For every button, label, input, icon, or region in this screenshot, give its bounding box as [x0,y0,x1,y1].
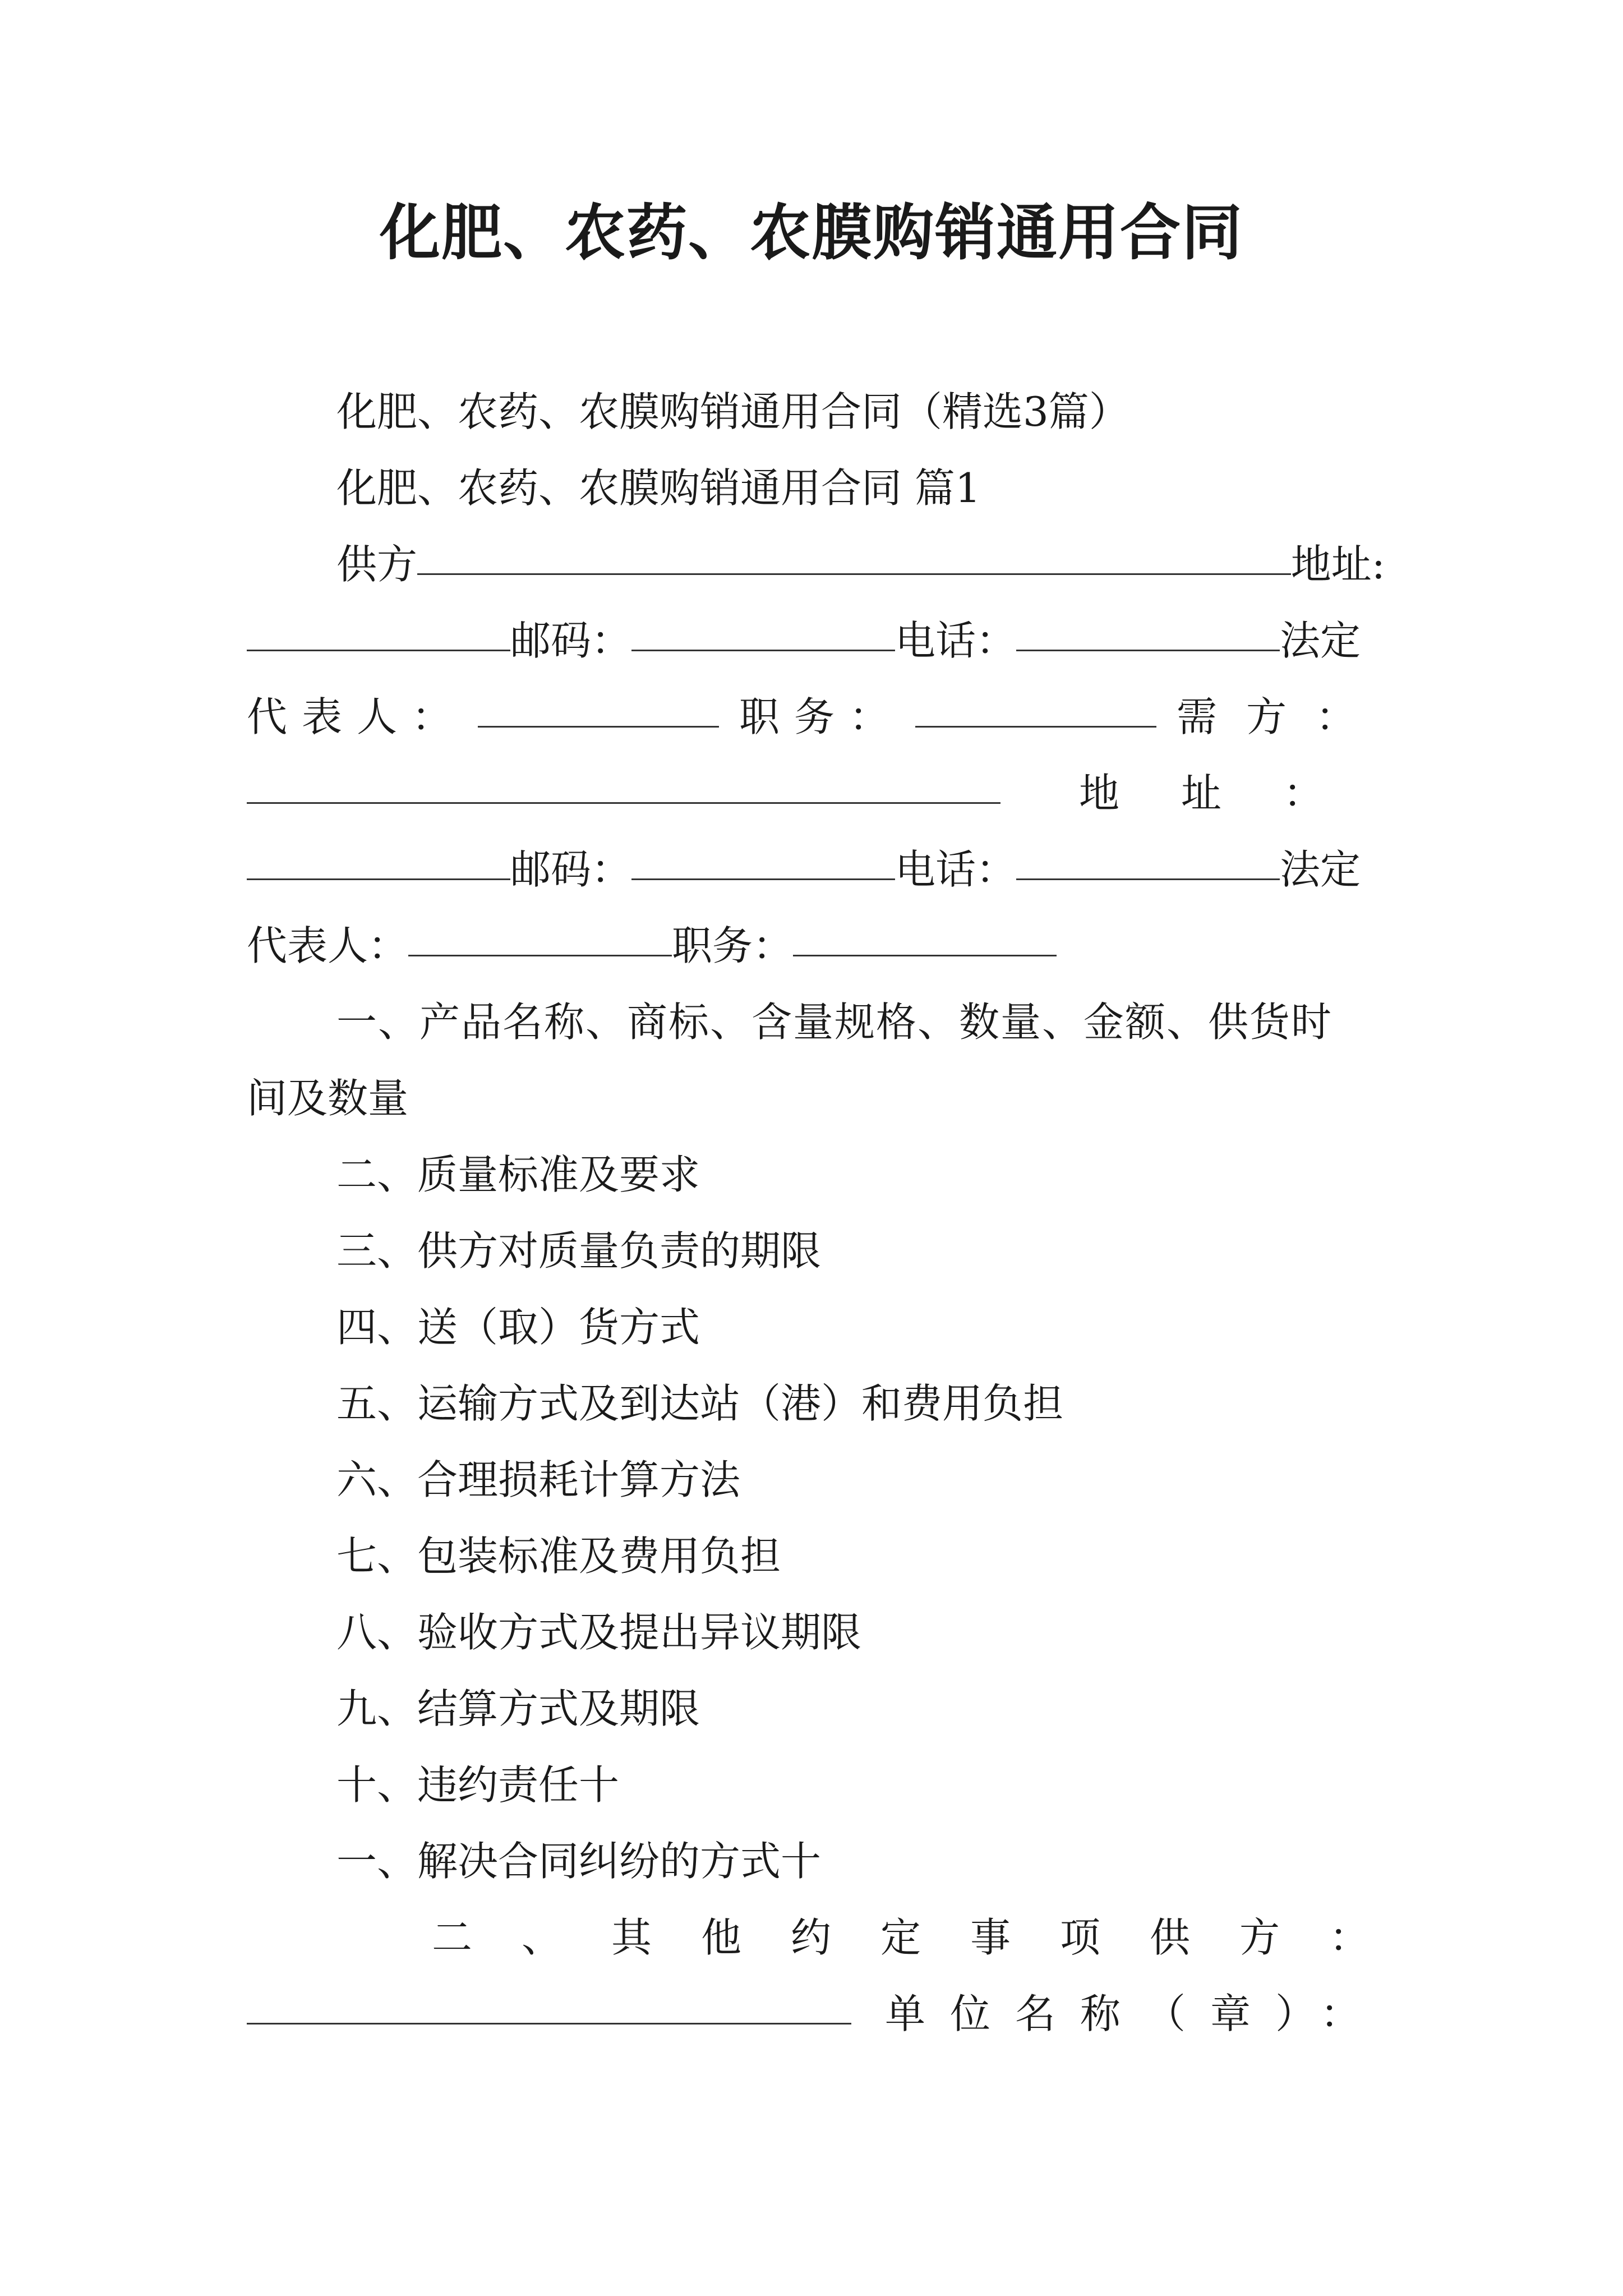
clause-9: 九、结算方式及期限 [336,1685,700,1732]
buyer-address-label: 地址： [1078,770,1385,817]
supplier-rep-blank [478,690,719,728]
buyer-postcode-label: 邮码： [510,846,632,893]
buyer-position-blank [793,919,1057,956]
clause-5: 五、运输方式及到达站（港）和费用负担 [336,1380,1064,1427]
supplier-postcode-blank [631,614,895,651]
document-subtitle: 化肥、农药、农膜购销通用合同（精选3篇） [336,388,1129,435]
supplier-legal-rep-label-a: 法定 [1280,617,1361,664]
buyer-rep-blank [408,919,672,956]
clause-7: 七、包装标准及费用负担 [336,1533,781,1580]
supplier-signature-blank [247,1987,851,2024]
clause-1-cont: 间及数量 [247,1075,409,1122]
clause-1: 一、产品名称、商标、含量规格、数量、金额、供货时 [336,999,1333,1046]
supplier-rep-line [247,679,1385,755]
clause-3: 三、供方对质量负责的期限 [336,1227,822,1274]
clause-4: 四、送（取）货方式 [336,1304,700,1351]
buyer-legal-rep-label-b: 代表人： [247,922,409,969]
buyer-postcode-blank [631,843,895,880]
buyer-phone-label: 电话： [895,846,1017,893]
buyer-position-label: 职务： [672,922,794,969]
unit-name-label: 单位名称（章）： [884,1990,1385,2037]
clause-12-other-matters: 二、其他约定事项供方： [432,1914,1419,1961]
clause-6: 六、合理损耗计算方法 [336,1456,741,1503]
buyer-line [247,755,1385,831]
signature-unit-line [247,1976,1385,2052]
supplier-label: 供方 [336,541,418,588]
clause-2: 二、质量标准及要求 [336,1151,700,1198]
supplier-contact-line [247,602,1385,679]
buyer-address-blank [247,843,510,880]
supplier-postcode-label: 邮码： [510,617,632,664]
supplier-address-label: 地址: [1290,541,1385,588]
supplier-phone-blank [1016,614,1280,651]
supplier-address-blank [247,614,510,651]
buyer-contact-line [247,831,1385,908]
buyer-name-blank [247,766,1000,804]
supplier-position-blank [915,690,1156,728]
buyer-label: 需方： [1176,693,1385,740]
supplier-phone-label: 电话： [895,617,1017,664]
document-title: 化肥、农药、农膜购销通用合同 [379,197,1243,268]
section-heading: 化肥、农药、农膜购销通用合同 篇1 [336,464,981,512]
buyer-rep-line [247,908,1385,984]
buyer-phone-blank [1016,843,1280,880]
supplier-name-blank [417,537,1291,575]
supplier-legal-rep-label-b: 代表人： [247,693,467,740]
clause-11: 一、解决合同纠纷的方式十 [336,1838,822,1885]
clause-8: 八、验收方式及提出异议期限 [336,1609,862,1656]
clause-10: 十、违约责任十 [336,1761,620,1809]
supplier-line [247,526,1385,602]
buyer-legal-rep-label-a: 法定 [1280,846,1361,893]
supplier-position-label: 职务： [739,693,904,740]
